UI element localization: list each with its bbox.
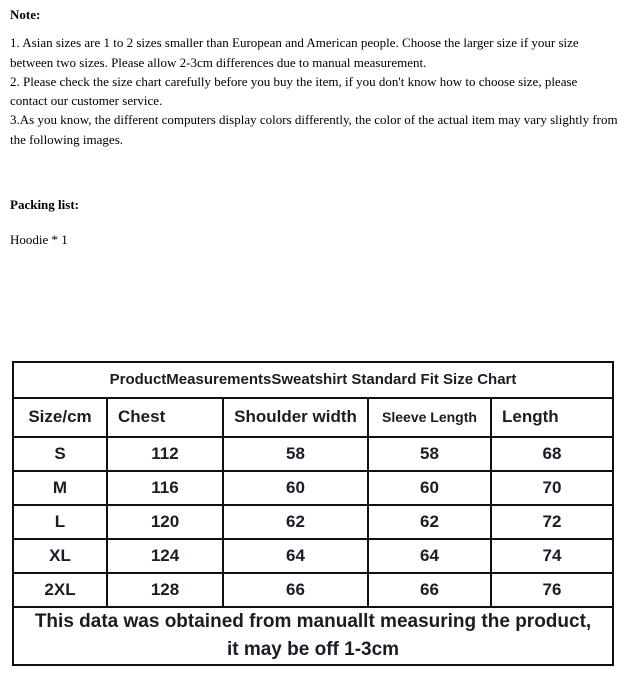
cell-chest: 116 — [107, 471, 223, 505]
cell-length: 74 — [491, 539, 613, 573]
cell-chest: 112 — [107, 437, 223, 471]
footer-note-line-2: it may be off 1-3cm — [226, 638, 400, 660]
col-header-sleeve-length: Sleeve Length — [368, 398, 491, 437]
note-item-2: 2. Please check the size chart carefully before you buy the item, if you don't know how to choose size, please contact our customer service. — [10, 73, 578, 109]
size-chart-title-row — [13, 362, 613, 398]
footer-note-line-1: This data was obtained from manuallt measuring the product, — [34, 610, 592, 632]
note-heading: Note: — [10, 7, 41, 22]
col-header-size: Size/cm — [13, 398, 107, 437]
size-chart-table — [12, 361, 614, 666]
cell-size: S — [13, 437, 107, 471]
cell-size: L — [13, 505, 107, 539]
note-item-3: 3.As you know, the different computers display colors differently, the color of the actual item may vary slightly from the following images. — [10, 112, 618, 147]
col-header-chest: Chest — [107, 398, 223, 437]
size-chart-header-row — [13, 398, 613, 437]
size-chart-footer-row — [13, 607, 613, 665]
cell-shoulder-width: 60 — [223, 471, 368, 505]
col-header-length: Length — [491, 398, 613, 437]
cell-sleeve-length: 60 — [368, 471, 491, 505]
col-header-shoulder-width: Shoulder width — [223, 398, 368, 437]
cell-sleeve-length: 66 — [368, 573, 491, 607]
cell-size: XL — [13, 539, 107, 573]
table-row-m — [13, 471, 613, 505]
cell-length: 68 — [491, 437, 613, 471]
cell-shoulder-width: 66 — [223, 573, 368, 607]
cell-shoulder-width: 58 — [223, 437, 368, 471]
cell-chest: 128 — [107, 573, 223, 607]
cell-length: 72 — [491, 505, 613, 539]
packing-list-heading: Packing list: — [10, 197, 79, 213]
cell-sleeve-length: 62 — [368, 505, 491, 539]
packing-list-item: Hoodie * 1 — [10, 232, 68, 248]
cell-size: 2XL — [13, 573, 107, 607]
table-row-xl — [13, 539, 613, 573]
table-row-2xl — [13, 573, 613, 607]
cell-sleeve-length: 64 — [368, 539, 491, 573]
cell-shoulder-width: 62 — [223, 505, 368, 539]
cell-size: M — [13, 471, 107, 505]
table-row-s — [13, 437, 613, 471]
cell-chest: 124 — [107, 539, 223, 573]
table-row-l — [13, 505, 613, 539]
cell-length: 70 — [491, 471, 613, 505]
cell-chest: 120 — [107, 505, 223, 539]
cell-shoulder-width: 64 — [223, 539, 368, 573]
cell-sleeve-length: 58 — [368, 437, 491, 471]
note-item-1: 1. Asian sizes are 1 to 2 sizes smaller than European and American people. Choose the larger size if your size between two sizes. Please allow 2-3cm differences due to manual measurement. — [10, 35, 579, 70]
size-chart-footer-note — [13, 607, 613, 665]
size-chart-title: ProductMeasurementsSweatshirt Standard Fit Size Chart — [13, 362, 613, 398]
cell-length: 76 — [491, 573, 613, 607]
